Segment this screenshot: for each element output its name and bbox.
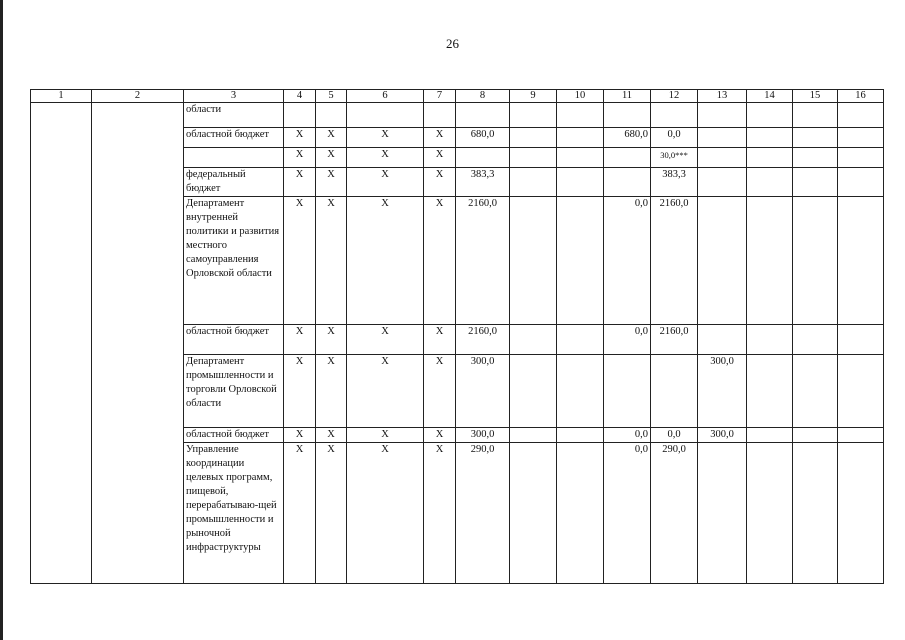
col-header: 5	[316, 90, 347, 103]
cell-executor: областной бюджет	[184, 128, 284, 148]
cell	[698, 128, 747, 148]
col-header: 2	[92, 90, 184, 103]
cell	[316, 103, 347, 128]
cell	[557, 197, 604, 325]
cell	[838, 148, 884, 168]
cell: Х	[347, 428, 424, 443]
table-row	[31, 103, 884, 128]
cell: 300,0	[456, 355, 510, 428]
cell: Х	[316, 443, 347, 584]
cell	[651, 103, 698, 128]
cell: Х	[347, 128, 424, 148]
cell: 0,0	[604, 197, 651, 325]
cell	[510, 443, 557, 584]
cell	[347, 103, 424, 128]
cell	[557, 103, 604, 128]
cell: Х	[284, 443, 316, 584]
cell-executor: Департамент промышленности и торговли Орловской области	[184, 355, 284, 428]
cell-executor: областной бюджет	[184, 325, 284, 355]
cell: Х	[424, 168, 456, 197]
col-header: 10	[557, 90, 604, 103]
cell	[698, 148, 747, 168]
cell: Х	[424, 148, 456, 168]
cell: Х	[347, 168, 424, 197]
col-header: 13	[698, 90, 747, 103]
cell-executor: областной бюджет	[184, 428, 284, 443]
col-header: 6	[347, 90, 424, 103]
cell	[747, 128, 793, 148]
col-header: 3	[184, 90, 284, 103]
header-row	[31, 90, 884, 103]
cell: 383,3	[456, 168, 510, 197]
cell	[456, 148, 510, 168]
cell	[557, 148, 604, 168]
cell	[838, 168, 884, 197]
cell: 680,0	[456, 128, 510, 148]
cell-executor: Управление координации целевых программ, пищевой, перерабатываю-щей промышленности и рыночной инфраструктуры	[184, 443, 284, 584]
cell	[838, 443, 884, 584]
cell	[793, 168, 838, 197]
cell	[698, 325, 747, 355]
cell	[838, 128, 884, 148]
cell: Х	[316, 428, 347, 443]
cell: Х	[347, 197, 424, 325]
cell	[510, 128, 557, 148]
cell	[604, 355, 651, 428]
cell: 300,0	[456, 428, 510, 443]
cell-col2	[92, 103, 184, 584]
cell	[557, 428, 604, 443]
cell	[747, 443, 793, 584]
cell: 290,0	[651, 443, 698, 584]
cell	[793, 428, 838, 443]
cell: Х	[347, 355, 424, 428]
col-header: 16	[838, 90, 884, 103]
cell	[510, 325, 557, 355]
cell: Х	[347, 325, 424, 355]
cell	[838, 103, 884, 128]
cell: 0,0	[651, 428, 698, 443]
cell: Х	[424, 443, 456, 584]
cell: Х	[316, 325, 347, 355]
cell	[793, 443, 838, 584]
cell	[747, 428, 793, 443]
col-header: 14	[747, 90, 793, 103]
cell	[604, 148, 651, 168]
cell: Х	[347, 443, 424, 584]
col-header: 8	[456, 90, 510, 103]
cell: 2160,0	[456, 325, 510, 355]
cell: 0,0	[604, 325, 651, 355]
cell	[510, 168, 557, 197]
cell: 383,3	[651, 168, 698, 197]
cell	[651, 355, 698, 428]
cell	[747, 325, 793, 355]
cell: 0,0	[604, 443, 651, 584]
cell	[510, 197, 557, 325]
cell	[747, 168, 793, 197]
cell: 300,0	[698, 428, 747, 443]
cell	[747, 103, 793, 128]
cell	[510, 355, 557, 428]
page-number: 26	[446, 36, 459, 51]
cell: Х	[284, 355, 316, 428]
cell	[838, 428, 884, 443]
cell	[793, 197, 838, 325]
cell: 0,0	[651, 128, 698, 148]
cell	[557, 168, 604, 197]
col-header: 7	[424, 90, 456, 103]
cell: 2160,0	[651, 197, 698, 325]
cell: Х	[284, 148, 316, 168]
cell	[424, 103, 456, 128]
cell: Х	[424, 355, 456, 428]
cell	[838, 355, 884, 428]
cell	[557, 325, 604, 355]
cell	[793, 355, 838, 428]
cell	[793, 148, 838, 168]
cell	[510, 428, 557, 443]
cell: Х	[284, 128, 316, 148]
cell	[557, 128, 604, 148]
cell	[284, 103, 316, 128]
cell: 2160,0	[456, 197, 510, 325]
col-header: 11	[604, 90, 651, 103]
cell: 0,0	[604, 428, 651, 443]
page-edge-line	[0, 0, 3, 640]
cell	[698, 103, 747, 128]
cell	[838, 325, 884, 355]
cell: Х	[424, 325, 456, 355]
cell: Х	[424, 128, 456, 148]
cell: Х	[284, 428, 316, 443]
cell: 2160,0	[651, 325, 698, 355]
cell	[698, 443, 747, 584]
cell	[698, 168, 747, 197]
cell: Х	[284, 168, 316, 197]
cell: 680,0	[604, 128, 651, 148]
cell	[793, 128, 838, 148]
cell: Х	[284, 325, 316, 355]
col-header: 9	[510, 90, 557, 103]
cell: Х	[424, 428, 456, 443]
col-header: 1	[31, 90, 92, 103]
cell: Х	[316, 168, 347, 197]
cell	[456, 103, 510, 128]
col-header: 4	[284, 90, 316, 103]
cell	[557, 443, 604, 584]
cell	[698, 197, 747, 325]
cell	[604, 168, 651, 197]
cell: Х	[347, 148, 424, 168]
cell	[510, 103, 557, 128]
cell: Х	[316, 128, 347, 148]
cell	[793, 103, 838, 128]
budget-table	[30, 89, 884, 584]
cell: 290,0	[456, 443, 510, 584]
cell	[747, 148, 793, 168]
cell-executor: федеральный бюджет	[184, 168, 284, 197]
cell	[793, 325, 838, 355]
cell	[557, 355, 604, 428]
cell	[747, 355, 793, 428]
cell-executor: области	[184, 103, 284, 128]
cell-executor: Департамент внутренней политики и развития местного самоуправления Орловской области	[184, 197, 284, 325]
cell: Х	[284, 197, 316, 325]
cell: Х	[316, 355, 347, 428]
cell: Х	[316, 197, 347, 325]
cell: Х	[424, 197, 456, 325]
col-header: 15	[793, 90, 838, 103]
cell: Х	[316, 148, 347, 168]
cell	[747, 197, 793, 325]
cell-executor	[184, 148, 284, 168]
cell-footnote-value: 30,0***	[651, 148, 698, 168]
cell	[604, 103, 651, 128]
cell: 300,0	[698, 355, 747, 428]
cell	[838, 197, 884, 325]
cell	[510, 148, 557, 168]
col-header: 12	[651, 90, 698, 103]
cell-col1	[31, 103, 92, 584]
